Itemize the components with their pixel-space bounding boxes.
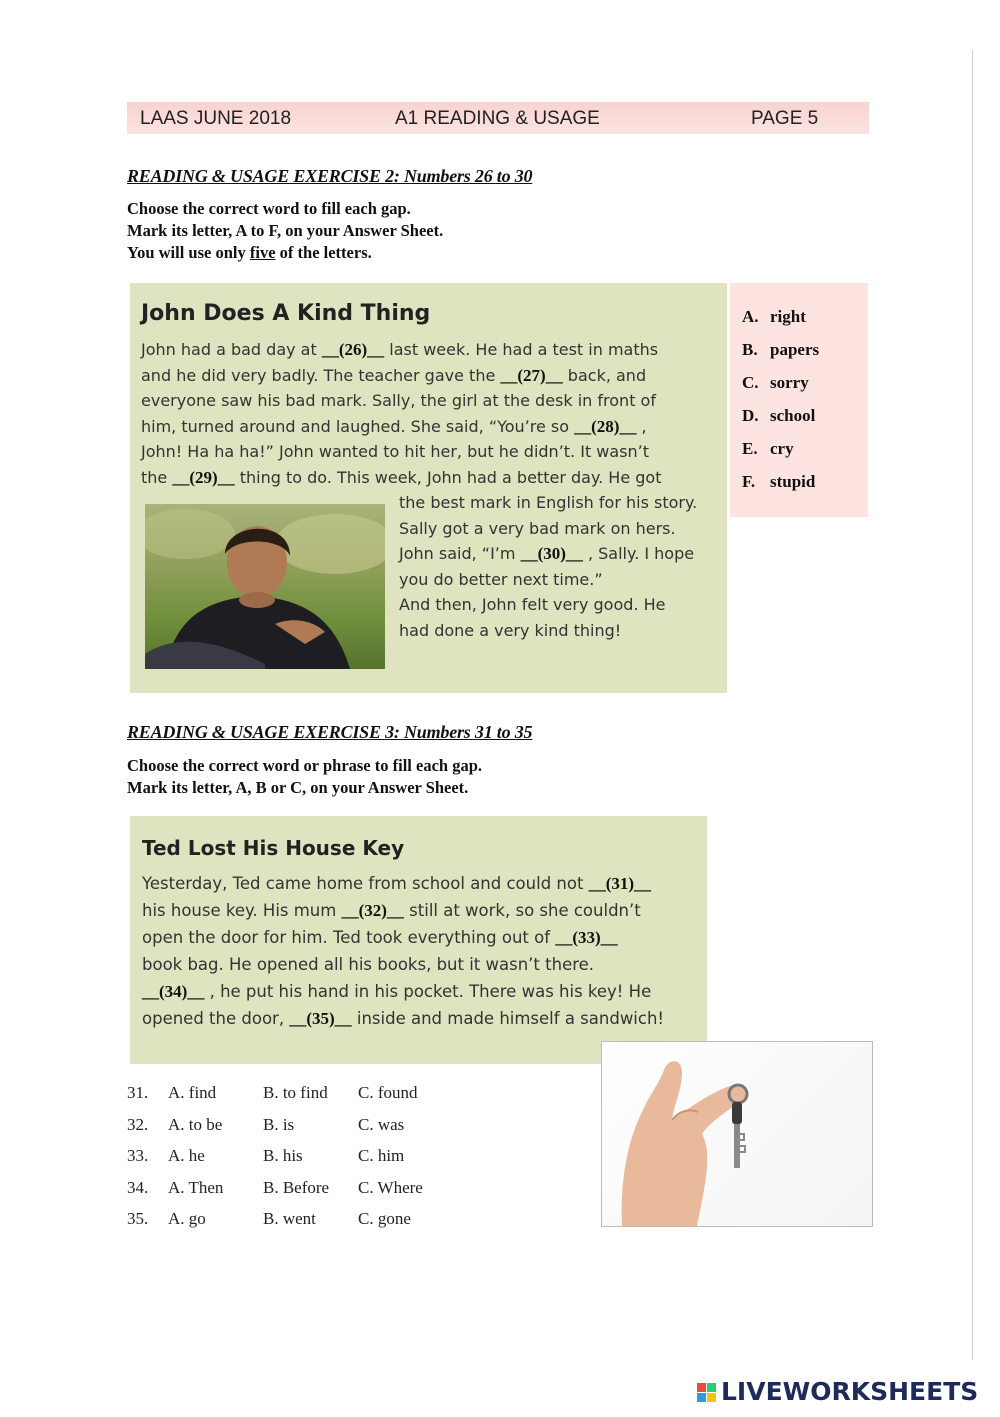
story-line: had done a very kind thing!: [399, 620, 622, 640]
header-subject: A1 READING & USAGE: [395, 108, 600, 129]
instruction-line: You will use only five of the letters.: [127, 243, 372, 262]
answer-choice[interactable]: A. he: [168, 1146, 205, 1165]
option-item: A. right: [742, 307, 806, 326]
answer-choice[interactable]: C. gone: [358, 1209, 411, 1228]
gap-blank[interactable]: __(34)__: [142, 982, 205, 1001]
options-box: [730, 283, 868, 517]
story-line: John said, “I’m __(30)__ , Sally. I hope: [399, 544, 695, 563]
answer-choice[interactable]: A. find: [168, 1083, 217, 1102]
instruction-line: Choose the correct word or phrase to fill each gap.: [127, 756, 482, 775]
answer-choice[interactable]: C. was: [358, 1114, 405, 1134]
question-number: 31.: [127, 1083, 149, 1102]
answer-choice[interactable]: B. to find: [263, 1083, 328, 1102]
story-line: opened the door, __(35)__ inside and made himself a sandwich!: [142, 1009, 665, 1028]
story-title: John Does A Kind Thing: [141, 301, 431, 326]
header-exam: LAAS JUNE 2018: [140, 108, 292, 129]
story-line: and he did very badly. The teacher gave the __(27)__ back, and: [141, 365, 647, 385]
boy-photo: [145, 504, 385, 669]
story-line: book bag. He opened all his books, but it wasn’t there.: [142, 955, 595, 974]
option-item: D. school: [742, 406, 816, 425]
story-line: the best mark in English for his story.: [399, 493, 698, 512]
gap-blank[interactable]: __(31)__: [588, 874, 652, 893]
story-line: John! Ha ha ha!” John wanted to hit her, but he didn’t. It wasn’t: [141, 442, 650, 461]
gap-blank[interactable]: __(35)__: [289, 1009, 352, 1028]
instruction-line: Mark its letter, A, B or C, on your Answer Sheet.: [127, 778, 469, 797]
story-line: the __(29)__ thing to do. This week, John had a better day. He got: [141, 467, 662, 487]
option-item: E. cry: [742, 439, 794, 458]
gap-blank[interactable]: __(33)__: [555, 928, 618, 947]
answer-choice[interactable]: C. found: [358, 1083, 418, 1102]
story-line: Yesterday, Ted came home from school and could not __(31)__: [142, 874, 652, 893]
page-header: [127, 102, 869, 134]
answer-choice[interactable]: A. to be: [168, 1114, 223, 1134]
story-box-john: [130, 283, 727, 693]
gap-blank[interactable]: __(27)__: [500, 365, 563, 385]
exercise-2-title: READING & USAGE EXERCISE 2: Numbers 26 to 30: [127, 166, 533, 186]
option-item: C. sorry: [742, 373, 809, 392]
answer-choice[interactable]: B. Before: [263, 1177, 330, 1197]
question-number: 34.: [127, 1177, 149, 1197]
question-number: 35.: [127, 1209, 149, 1228]
key-photo: [601, 1041, 873, 1227]
answer-choice[interactable]: C. him: [358, 1146, 405, 1165]
question-number: 33.: [127, 1146, 149, 1165]
answer-choice[interactable]: C. Where: [358, 1177, 423, 1197]
answer-choice[interactable]: B. his: [263, 1146, 303, 1165]
exercise-3-instructions: [127, 755, 482, 799]
story-line: And then, John felt very good. He: [399, 595, 666, 614]
instruction-line: Mark its letter, A to F, on your Answer Sheet.: [127, 221, 444, 240]
story-line: his house key. His mum __(32)__ still at work, so she couldn’t: [142, 901, 641, 920]
story-line: John had a bad day at __(26)__ last week. He had a test in maths: [141, 340, 659, 359]
gap-blank[interactable]: __(29)__: [172, 467, 235, 487]
exercise-3-title: READING & USAGE EXERCISE 3: Numbers 31 to 35: [127, 722, 533, 742]
option-item: B. papers: [742, 340, 820, 359]
gap-blank[interactable]: __(32)__: [341, 901, 404, 920]
story-line: __(34)__ , he put his hand in his pocket. There was his key! He: [142, 982, 652, 1001]
story-title: Ted Lost His House Key: [142, 836, 405, 860]
answer-choice[interactable]: B. went: [263, 1209, 316, 1228]
story-box-ted: [130, 816, 707, 1064]
answer-choice[interactable]: B. is: [263, 1114, 295, 1134]
gap-blank[interactable]: __(26)__: [321, 340, 385, 359]
instruction-line: Choose the correct word to fill each gap.: [127, 199, 411, 218]
exercise-2-instructions: [127, 198, 443, 264]
gap-blank[interactable]: __(30)__: [520, 544, 583, 563]
story-line: everyone saw his bad mark. Sally, the girl at the desk in front of: [141, 391, 656, 410]
liveworksheets-logo: [697, 1375, 995, 1411]
header-page: PAGE 5: [751, 108, 819, 129]
story-line: Sally got a very bad mark on hers.: [399, 518, 676, 538]
story-line: you do better next time.”: [399, 569, 603, 589]
gap-blank[interactable]: __(28)__: [574, 416, 637, 436]
page-edge-line: [972, 50, 973, 1360]
answer-choice[interactable]: A. Then: [168, 1177, 224, 1197]
story-line: open the door for him. Ted took everything out of __(33)__: [142, 928, 618, 947]
story-line: him, turned around and laughed. She said, “You’re so __(28)__ ,: [141, 416, 647, 436]
question-number: 32.: [127, 1114, 149, 1134]
answer-choice[interactable]: A. go: [168, 1209, 206, 1228]
logo-text: LIVEWORKSHEETS: [721, 1377, 979, 1406]
option-item: F. stupid: [742, 472, 816, 491]
